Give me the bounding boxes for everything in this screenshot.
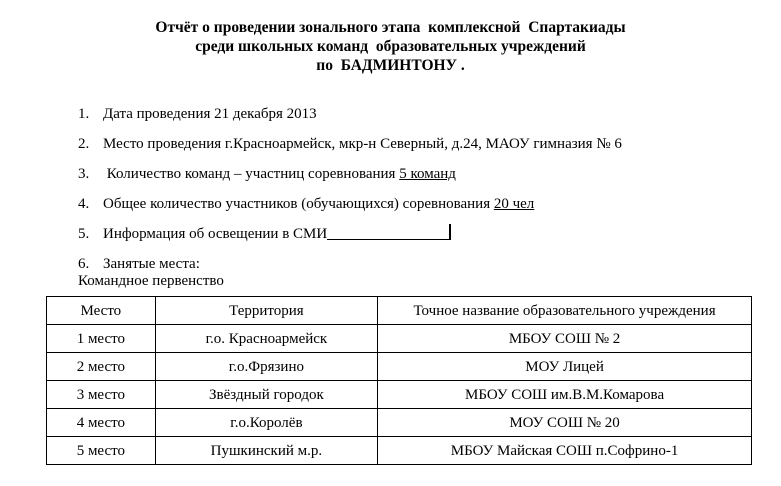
list-item-participant-count: [78, 194, 622, 224]
report-items-list: [78, 104, 622, 284]
table-row: [47, 325, 752, 353]
list-item-number: 2.: [78, 136, 90, 152]
list-item-venue: [78, 134, 622, 164]
cell-institution: МОУ СОШ № 20: [378, 409, 752, 437]
list-item-date: [78, 104, 622, 134]
participant-count-value: 20 чел: [493, 196, 535, 212]
cell-territory: г.о. Красноармейск: [155, 325, 377, 353]
title-line-3: по БАДМИНТОНУ .: [316, 57, 465, 74]
list-item-number: 1.: [78, 106, 90, 122]
cell-institution: МОУ Лицей: [378, 353, 752, 381]
list-item-label: Занятые места:: [103, 256, 200, 272]
list-item-number: 6.: [78, 256, 90, 272]
cell-institution: МБОУ Майская СОШ п.Софрино-1: [378, 437, 752, 465]
list-item-label: Дата проведения 21 декабря 2013: [103, 106, 317, 122]
cell-place: 4 место: [47, 409, 156, 437]
list-item-label: Информация об освещении в СМИ: [103, 226, 328, 242]
team-count-value: 5 команд: [399, 166, 456, 182]
cell-territory: г.о.Фрязино: [155, 353, 377, 381]
cell-place: 3 место: [47, 381, 156, 409]
list-item-label: Место проведения г.Красноармейск, мкр-н Северный, д.24, МАОУ гимназия № 6: [103, 136, 622, 152]
cell-territory: Звёздный городок: [155, 381, 377, 409]
results-table: [46, 296, 752, 465]
cell-place: 5 место: [47, 437, 156, 465]
table-row: [47, 409, 752, 437]
header-place: Место: [47, 297, 156, 325]
cell-institution: МБОУ СОШ № 2: [378, 325, 752, 353]
list-item-team-count: [78, 164, 622, 194]
table-row: [47, 437, 752, 465]
list-item-label: Количество команд – участниц соревнования: [103, 166, 400, 182]
table-row: [47, 353, 752, 381]
cell-territory: Пушкинский м.р.: [155, 437, 377, 465]
list-item-label: Общее количество участников (обучающихся) соревнования: [103, 196, 494, 212]
header-institution: Точное название образовательного учреждения: [378, 297, 752, 325]
list-item-number: 4.: [78, 196, 90, 212]
cell-place: 1 место: [47, 325, 156, 353]
table-header-row: [47, 297, 752, 325]
cell-institution: МБОУ СОШ им.В.М.Комарова: [378, 381, 752, 409]
report-title: [0, 18, 781, 75]
title-line-2: среди школьных команд образовательных учреждений: [195, 38, 586, 55]
title-line-1: Отчёт о проведении зонального этапа комплексной Спартакиады: [155, 19, 626, 36]
team-ranking-subtitle: Командное первенство: [78, 273, 224, 289]
table-row: [47, 381, 752, 409]
media-blank-line: [327, 224, 451, 240]
list-item-number: 5.: [78, 226, 90, 242]
list-item-media: [78, 224, 622, 254]
list-item-number: 3.: [78, 166, 90, 182]
cell-place: 2 место: [47, 353, 156, 381]
cell-territory: г.о.Королёв: [155, 409, 377, 437]
header-territory: Территория: [155, 297, 377, 325]
